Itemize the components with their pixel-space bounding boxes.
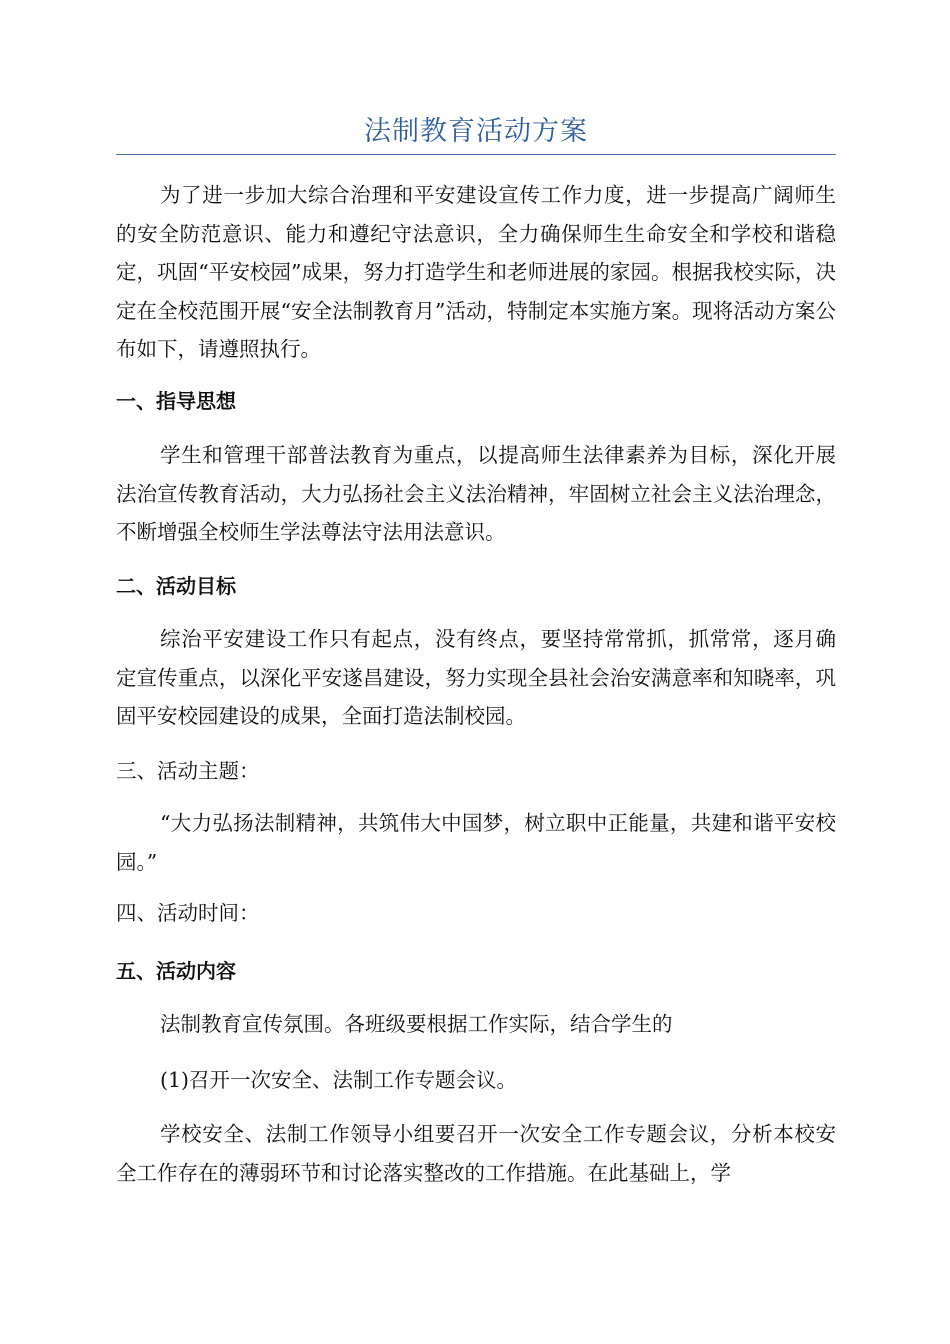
section-heading-activity-content: 五、活动内容	[116, 959, 236, 983]
content-paragraph-2: (1)召开一次安全、法制工作专题会议。	[160, 1068, 518, 1092]
section-heading-activity-theme: 三、活动主题：	[116, 759, 260, 783]
section-heading-activity-time: 四、活动时间：	[116, 901, 260, 925]
section-heading-activity-goals: 二、活动目标	[116, 574, 236, 598]
content-paragraph-3: 学校安全、法制工作领导小组要召开一次安全工作专题会议，分析本校安全工作存在的薄弱环节和讨论落实整改的工作措施。在此基础上，学	[116, 1122, 836, 1185]
content-paragraph-1: 法制教育宣传氛围。各班级要根据工作实际，结合学生的	[160, 1012, 673, 1036]
section-body-guiding-ideology: 学生和管理干部普法教育为重点，以提高师生法律素养为目标，深化开展法治宣传教育活动，大力弘扬社会主义法治精神，牢固树立社会主义法治理念，不断增强全校师生学法尊法守法用法意识。	[116, 443, 836, 544]
section-body-activity-goals: 综治平安建设工作只有起点，没有终点，要坚持常常抓，抓常常，逐月确定宣传重点，以深化平安遂昌建设，努力实现全县社会治安满意率和知晓率，巩固平安校园建设的成果，全面打造法制校园。	[116, 627, 836, 728]
section-heading-guiding-ideology: 一、指导思想	[116, 389, 236, 413]
title-underline	[116, 154, 836, 155]
intro-paragraph: 为了进一步加大综合治理和平安建设宣传工作力度，进一步提高广阔师生的安全防范意识、能力和遵纪守法意识，全力确保师生生命安全和学校和谐稳定，巩固“平安校园”成果，努力打造学生和老师进展的家园。根据我校实际，决定在全校范围开展“安全法制教育月”活动，特制定本实施方案。现将活动方案公布如下，请遵照执行。	[116, 183, 836, 361]
document-title: 法制教育活动方案	[364, 116, 588, 147]
section-body-activity-theme: “大力弘扬法制精神，共筑伟大中国梦，树立职中正能量，共建和谐平安校园。”	[116, 811, 836, 874]
